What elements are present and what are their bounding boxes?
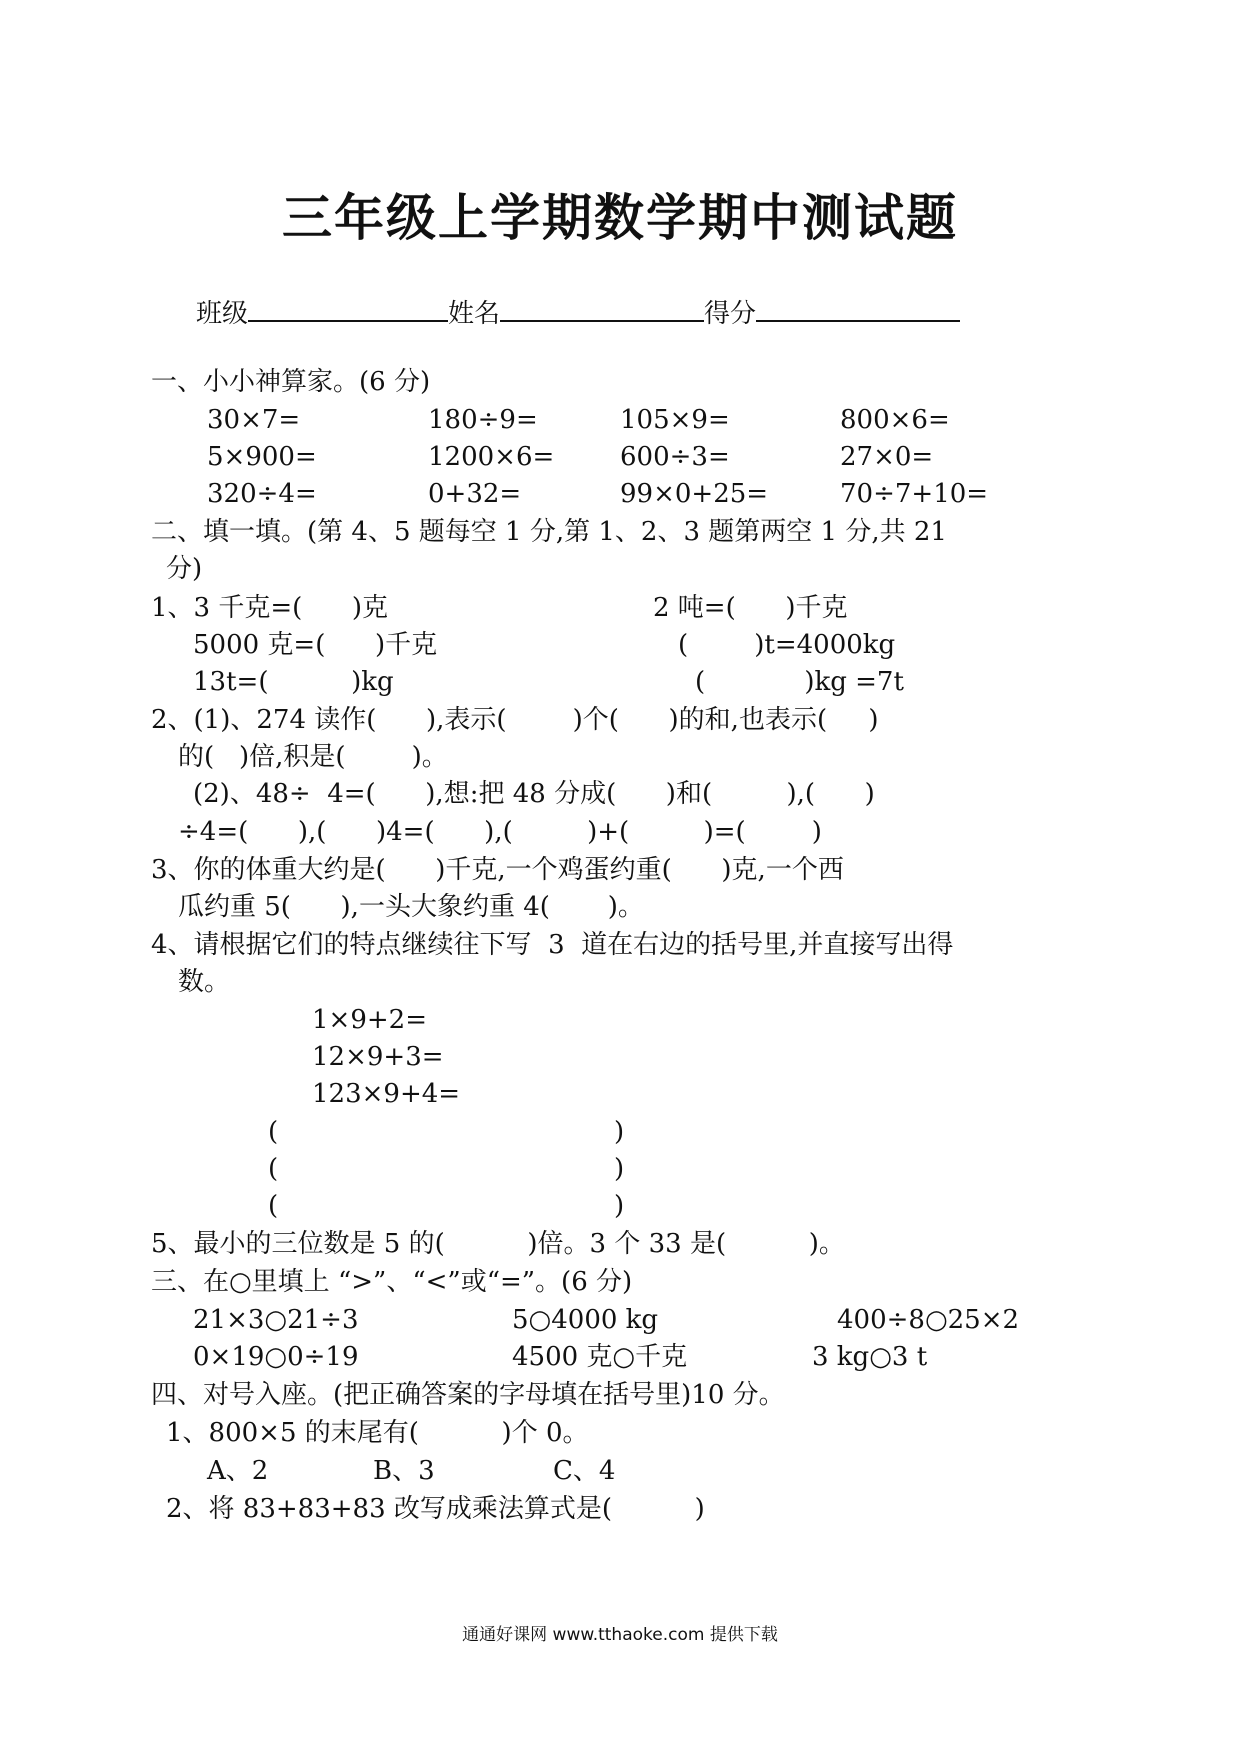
choice-question: 1、800×5 的末尾有( )个 0。 <box>166 1418 589 1448</box>
class-label: 班级 <box>196 299 249 329</box>
answer-paren-close: ) <box>614 1154 625 1184</box>
answer-paren-close: ) <box>614 1117 625 1147</box>
q3-line: 瓜约重 5( ),一头大象约重 4( )。 <box>178 892 644 922</box>
q3-line: 3、你的体重大约是( )千克,一个鸡蛋约重( )克,一个西 <box>151 855 844 885</box>
compare-item: 400÷8○25×2 <box>837 1305 1020 1335</box>
calc-item: 320÷4= <box>207 479 317 509</box>
calc-item: 600÷3= <box>620 442 730 472</box>
q2-line: 的( )倍,积是( )。 <box>178 742 448 772</box>
calc-item: 27×0= <box>840 442 934 472</box>
answer-paren-open: ( <box>268 1191 279 1221</box>
q1-item: ( )t=4000kg <box>678 630 896 660</box>
answer-paren-open: ( <box>268 1117 279 1147</box>
footer-credit: 通通好课网 www.tthaoke.com 提供下载 <box>462 1625 778 1645</box>
q4-line: 4、请根据它们的特点继续往下写 3 道在右边的括号里,并直接写出得 <box>151 930 954 960</box>
page-title: 三年级上学期数学期中测试题 <box>282 189 958 247</box>
calc-item: 99×0+25= <box>620 479 769 509</box>
q5-line: 5、最小的三位数是 5 的( )倍。3 个 33 是( )。 <box>151 1229 845 1259</box>
calc-item: 5×900= <box>207 442 317 472</box>
compare-item: 4500 克○千克 <box>512 1342 688 1372</box>
choice-option-b: B、3 <box>373 1456 435 1486</box>
q2-line: ÷4=( ),( )4=( ),( )+( )=( ) <box>178 817 822 847</box>
q1-item: 5000 克=( )千克 <box>193 630 438 660</box>
calc-item: 180÷9= <box>428 405 538 435</box>
compare-item: 3 kg○3 t <box>812 1342 928 1372</box>
name-label: 姓名 <box>448 299 501 329</box>
section-3-heading: 三、在○里填上 “>”、“<”或“=”。(6 分) <box>151 1267 633 1297</box>
q1-item: 13t=( )kg <box>193 667 394 697</box>
calc-item: 105×9= <box>620 405 730 435</box>
choice-option-c: C、4 <box>553 1456 616 1486</box>
q1-item: 2 吨=( )千克 <box>653 593 848 623</box>
section-2-heading: 二、填一填。(第 4、5 题每空 1 分,第 1、2、3 题第两空 1 分,共 21 <box>151 517 947 547</box>
class-blank[interactable] <box>248 294 448 322</box>
name-blank[interactable] <box>500 294 704 322</box>
student-info-row <box>196 294 960 331</box>
score-label: 得分 <box>704 299 757 329</box>
calc-item: 70÷7+10= <box>840 479 989 509</box>
calc-item: 0+32= <box>428 479 522 509</box>
compare-item: 21×3○21÷3 <box>193 1305 359 1335</box>
calc-item: 1200×6= <box>428 442 555 472</box>
q4-expression: 123×9+4= <box>312 1079 461 1109</box>
answer-paren-close: ) <box>614 1191 625 1221</box>
q1-item: ( )kg =7t <box>695 667 904 697</box>
q2-line: 2、(1)、274 读作( ),表示( )个( )的和,也表示( ) <box>151 705 879 735</box>
choice-question: 2、将 83+83+83 改写成乘法算式是( ) <box>166 1494 705 1524</box>
choice-option-a: A、2 <box>207 1456 269 1486</box>
score-blank[interactable] <box>756 294 960 322</box>
q2-line: (2)、48÷ 4=( ),想:把 48 分成( )和( ),( ) <box>193 779 875 809</box>
calc-item: 800×6= <box>840 405 950 435</box>
calc-item: 30×7= <box>207 405 301 435</box>
q1-item: 1、3 千克=( )克 <box>151 593 389 623</box>
answer-paren-open: ( <box>268 1154 279 1184</box>
section-2-heading-cont: 分) <box>166 554 203 584</box>
compare-item: 0×19○0÷19 <box>193 1342 359 1372</box>
q4-line: 数。 <box>178 967 231 997</box>
compare-item: 5○4000 kg <box>512 1305 659 1335</box>
section-4-heading: 四、对号入座。(把正确答案的字母填在括号里)10 分。 <box>151 1380 785 1410</box>
q4-expression: 12×9+3= <box>312 1042 444 1072</box>
q4-expression: 1×9+2= <box>312 1005 427 1035</box>
section-1-heading: 一、小小神算家。(6 分) <box>151 367 431 397</box>
